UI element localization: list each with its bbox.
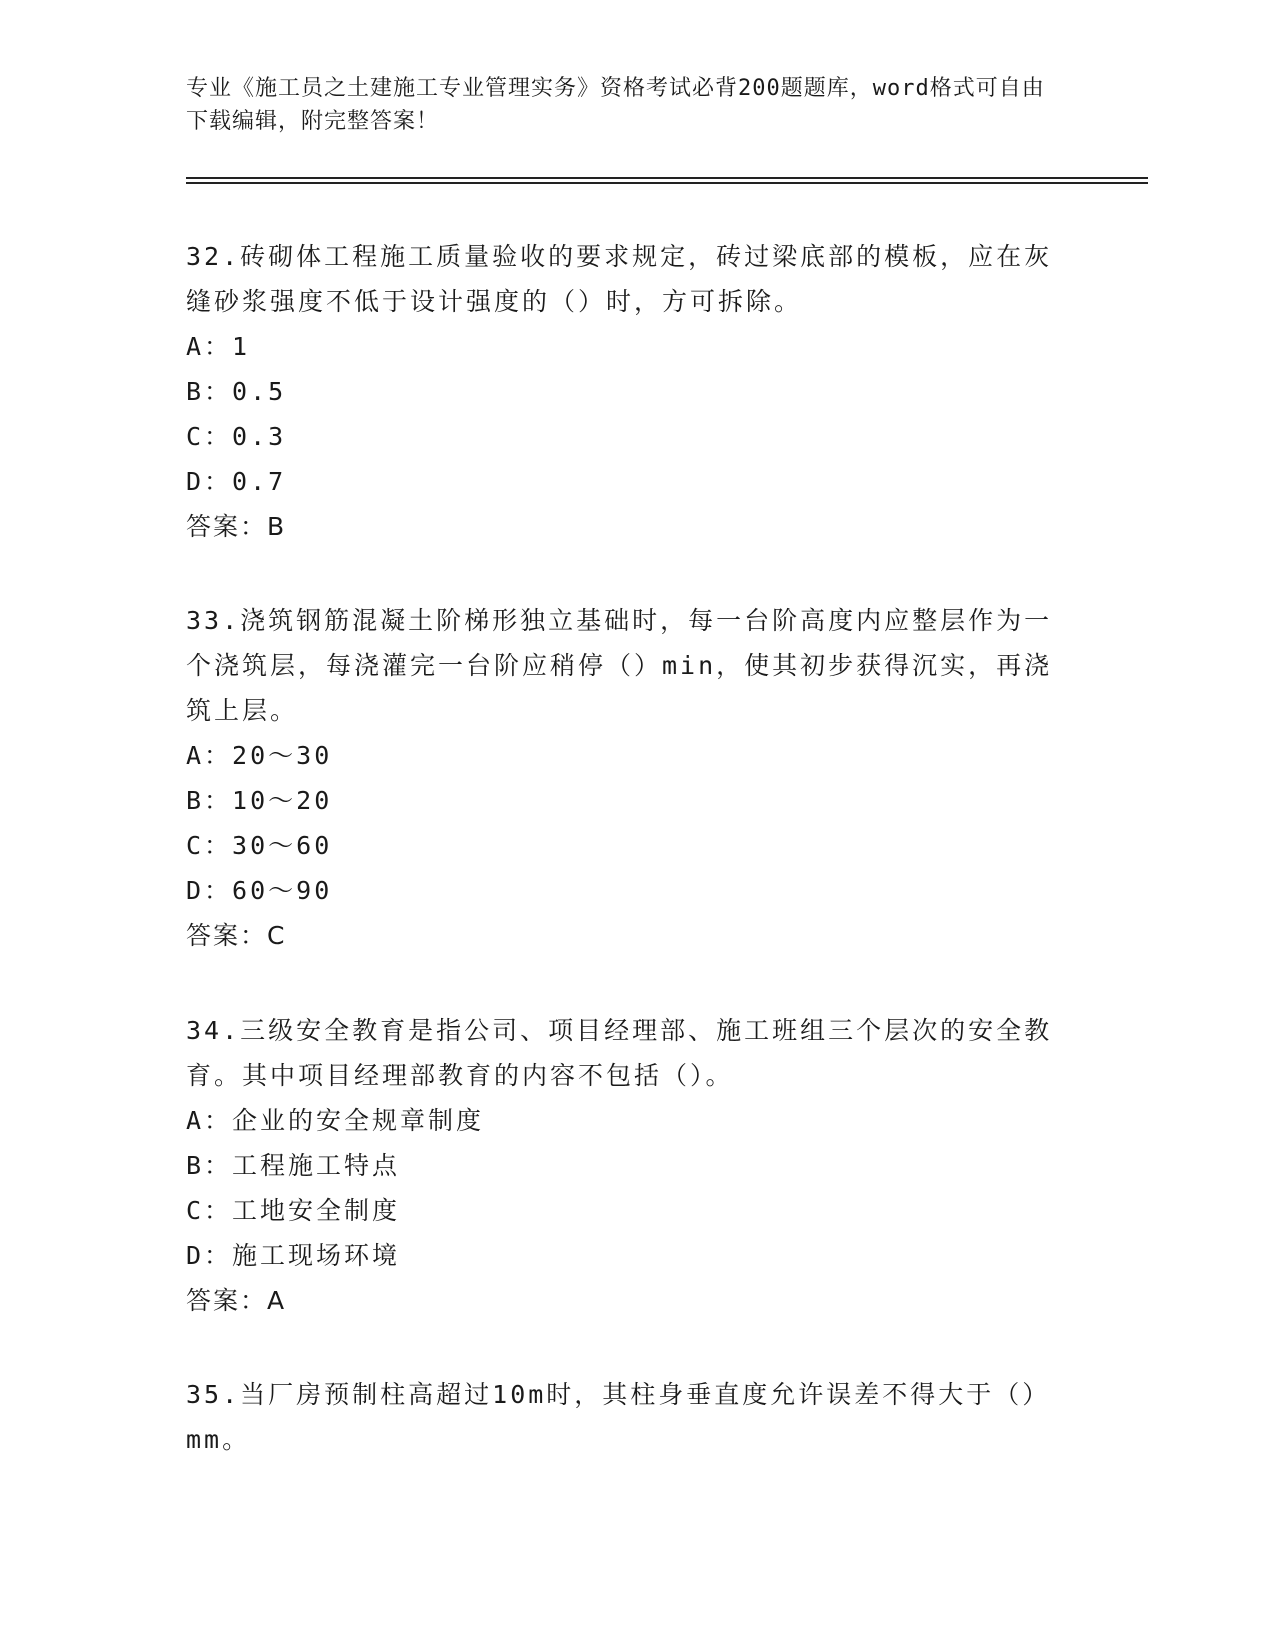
- option-d: D：施工现场环境: [186, 1241, 401, 1270]
- option-a: A：20～30: [186, 741, 333, 770]
- option-b: B：0.5: [186, 377, 287, 406]
- option-d: D：0.7: [186, 467, 287, 496]
- question-stem: 34.三级安全教育是指公司、项目经理部、施工班组三个层次的安全教育。其中项目经理部教育的内容不包括（）。: [186, 1016, 1053, 1090]
- header-divider-bottom: [186, 182, 1148, 184]
- question-stem: 35.当厂房预制柱高超过10m时，其柱身垂直度允许误差不得大于（）mm。: [186, 1380, 1051, 1454]
- document-header: 专业《施工员之土建施工专业管理实务》资格考试必背200题题库，word格式可自由下载编辑，附完整答案！: [186, 76, 1045, 134]
- question-block: [186, 234, 1066, 549]
- question-stem: 33.浇筑钢筋混凝土阶梯形独立基础时，每一台阶高度内应整层作为一个浇筑层，每浇灌完一台阶应稍停（）min，使其初步获得沉实，再浇筑上层。: [186, 606, 1053, 725]
- option-b: B：10～20: [186, 786, 333, 815]
- header-divider-top: [186, 177, 1148, 179]
- option-c: C：工地安全制度: [186, 1196, 401, 1225]
- option-c: C：30～60: [186, 831, 333, 860]
- answer-line: 答案：B: [186, 512, 287, 541]
- answer-line: 答案：C: [186, 921, 287, 950]
- answer-line: 答案：A: [186, 1286, 287, 1315]
- option-d: D：60～90: [186, 876, 333, 905]
- option-a: A：企业的安全规章制度: [186, 1106, 485, 1135]
- option-a: A：1: [186, 332, 251, 361]
- question-stem: 32.砖砌体工程施工质量验收的要求规定，砖过梁底部的模板，应在灰缝砂浆强度不低于设计强度的（）时，方可拆除。: [186, 242, 1053, 316]
- question-block: [186, 598, 1066, 958]
- question-block: [186, 1008, 1066, 1323]
- question-block: [186, 1372, 1066, 1462]
- option-c: C：0.3: [186, 422, 287, 451]
- option-b: B：工程施工特点: [186, 1151, 401, 1180]
